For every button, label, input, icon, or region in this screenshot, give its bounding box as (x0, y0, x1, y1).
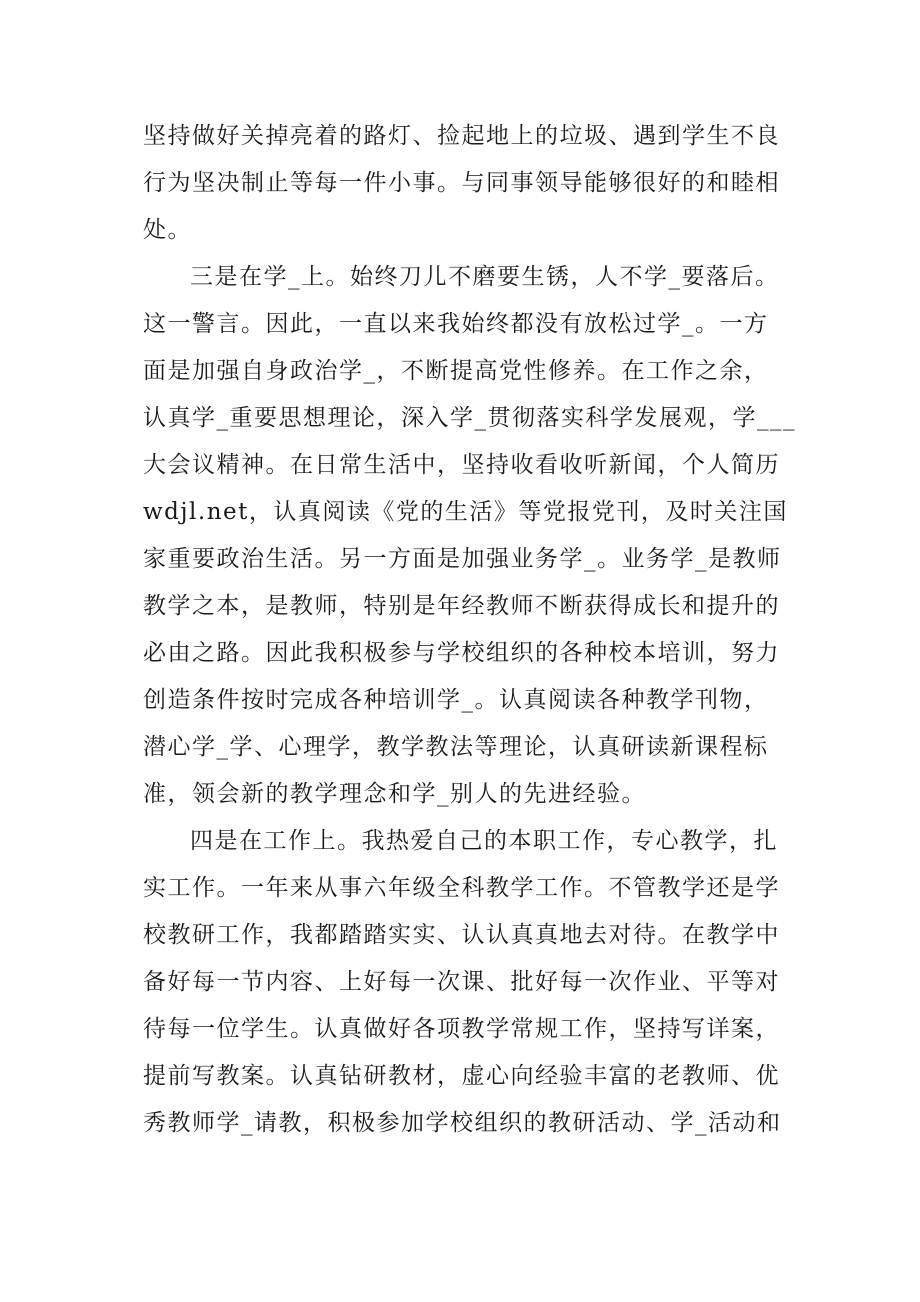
text-line: 秀教师学_请教，积极参加学校组织的教研活动、学_活动和 (143, 1110, 782, 1136)
text-line: 处。 (143, 217, 192, 243)
text-line: 大会议精神。在日常生活中，坚持收看收听新闻，个人简历 (143, 452, 780, 478)
text-line: 校教研工作，我都踏踏实实、认认真真地去对待。在教学中 (143, 922, 780, 948)
paragraph-start-line: 四是在工作上。我热爱自己的本职工作，专心教学，扎 (190, 828, 778, 854)
text-line: 备好每一节内容、上好每一次课、批好每一次作业、平等对 (143, 969, 780, 995)
text-line: 待每一位学生。认真做好各项教学常规工作，坚持写详案， (143, 1016, 780, 1042)
text-line: wdjl.net，认真阅读《党的生活》等党报党刊，及时关注国 (143, 499, 788, 525)
text-line: 这一警言。因此，一直以来我始终都没有放松过学_。一方 (143, 311, 769, 337)
text-line: 创造条件按时完成各种培训学_。认真阅读各种教学刊物， (143, 687, 769, 713)
text-line: 实工作。一年来从事六年级全科教学工作。不管教学还是学 (143, 875, 780, 901)
text-line: 行为坚决制止等每一件小事。与同事领导能够很好的和睦相 (143, 170, 780, 196)
text-line: 面是加强自身政治学_，不断提高党性修养。在工作之余， (143, 358, 769, 384)
text-line: 必由之路。因此我积极参与学校组织的各种校本培训，努力 (143, 640, 780, 666)
text-line: 准，领会新的教学理念和学_别人的先进经验。 (143, 781, 646, 807)
text-line: 家重要政治生活。另一方面是加强业务学_。业务学_是教师 (143, 546, 782, 572)
text-line: 认真学_重要思想理论，深入学_贯彻落实科学发展观，学___ (143, 405, 796, 431)
text-line: 潜心学_学、心理学，教学教法等理论，认真研读新课程标 (143, 734, 769, 760)
text-line: 提前写教案。认真钻研教材，虚心向经验丰富的老教师、优 (143, 1063, 780, 1089)
text-line: 坚持做好关掉亮着的路灯、捡起地上的垃圾、遇到学生不良 (143, 123, 780, 149)
paragraph-start-line: 三是在学_上。始终刀儿不磨要生锈，人不学_要落后。 (190, 264, 780, 290)
text-line: 教学之本，是教师，特别是年经教师不断获得成长和提升的 (143, 593, 780, 619)
